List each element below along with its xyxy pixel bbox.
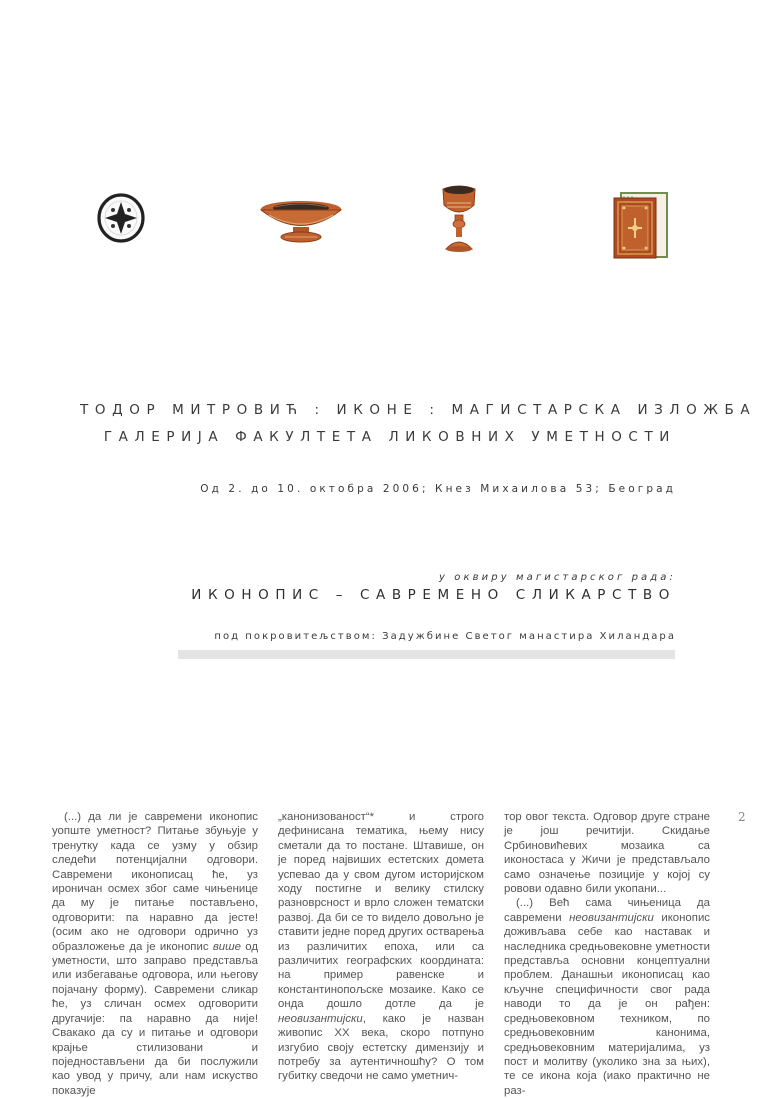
exhibition-title: ТОДОР МИТРОВИЋ : ИКОНЕ : МАГИСТАРСКА ИЗЛОЖБА [80,402,757,418]
liturgical-icons-row [0,180,768,260]
cross-disc-icon [96,192,146,244]
paragraph: (...) Већ сама чињеница да савремени неовизантијски иконопис доживљава себе као наставак и наследника средњовековне уметности представља основни концептуални проблем. Данашњи иконописац као кључне специфичности свог рада наводи то да је он рађен: средњовековном техником, по средњовековним канонима, средњовековним материјалима, уз пост и молитву (уколико зна за њих), те се икона која (иако практично не раз- [504,897,710,1097]
page-number: 2 [738,810,746,824]
divider-bar [178,650,675,659]
paragraph: „канонизованост“* и строго дефинисана тематика, њему нису сметали да то постане. Штавише, он је поред највиших естетских домета успевао да у свом дугом историјском ходу постигне и велику стилску разноврсност и врло сложен тематски развој. Да би се то видело довољно је ставити једне поред других остварења из различитих епоха, или са различитих географских координата: на пример равенске и константинопољске мозаике. Како се онда дошло дотле да је неовизантијски, како је назван живопис XX века, скоро потпуно изгубио своју естетску димензију и потребу за аутентичношћу? О том губитку сведочи не само уметнич- [278,811,484,1083]
text-column-2 [278,810,484,1083]
subtitle: ИКОНОПИС – САВРЕМЕНО СЛИКАРСТВО [191,587,676,603]
paragraph: (...) да ли је савремени иконопис уопште уметност? Питање збуњује у тренутку када се узму у обзир следећи потенцијални одговори. Савремени иконописац ће, уз ироничан осмех због саме чињенице да му је питање постављено, одговорити: па наравно да јесте! (осим ако не одговори одрично уз образложење да је иконопис више од уметности, што заправо представља или избегавање одговора, или његову појачану форму). Савремени сликар ће, уз сличан осмех одговорити другачије: па наравно да није! Свакако да су и питање и одговори крајње стилизовани и поједностављени да би послужили као увод у причу, али нам искуство показује [52,811,258,1097]
gallery-name: ГАЛЕРИЈА ФАКУЛТЕТА ЛИКОВНИХ УМЕТНОСТИ [103,429,676,445]
gospel-book-icon [612,188,670,262]
text-column-3 [504,810,710,1097]
chalice-icon [438,183,480,255]
patronage-line: под покровитељством: Задужбине Светог манастира Хиландара [214,631,676,642]
text-column-1 [52,810,258,1097]
subtitle-intro: у оквиру магистарског рада: [439,572,676,583]
paragraph: тор овог текста. Одговор друге стране је још речитији. Скидање Србиновићевих мозаика са иконостаса у Жичи је представљало само означење позиције у којој су ровови одавно били укопани... [504,811,710,896]
paten-icon [257,197,345,247]
exhibition-dates: Од 2. до 10. октобра 2006; Кнез Михаилова 53; Београд [200,483,676,495]
